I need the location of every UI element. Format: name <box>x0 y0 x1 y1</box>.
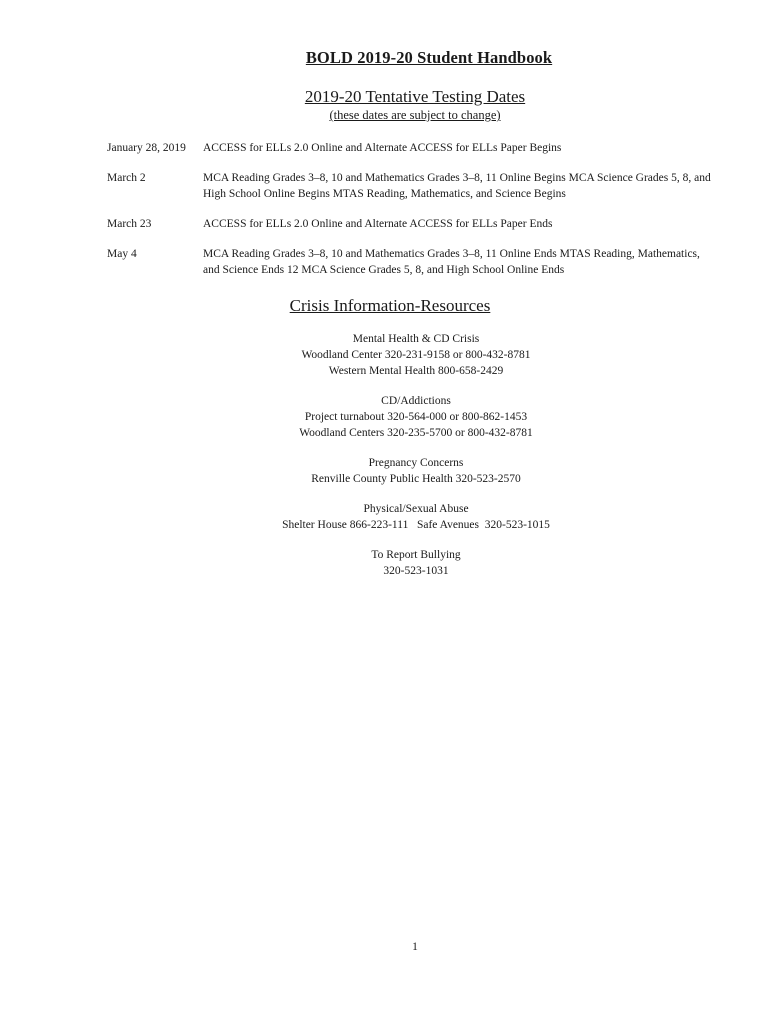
testing-dates-note: (these dates are subject to change) <box>329 108 501 122</box>
testing-description: ACCESS for ELLs 2.0 Online and Alternate ACCESS for ELLs Paper Ends <box>203 218 553 230</box>
testing-date: March 23 <box>107 218 152 230</box>
resource-title: To Report Bullying <box>371 549 461 561</box>
testing-dates-heading: 2019-20 Tentative Testing Dates <box>304 87 526 106</box>
resource-line: 320-523-1031 <box>383 565 449 577</box>
page-number: 1 <box>412 941 418 953</box>
resource-group-mental-health <box>0 331 770 379</box>
resource-line: Project turnabout 320-564-000 or 800-862-1453 <box>304 411 528 423</box>
testing-date-row <box>107 170 717 202</box>
resource-line: Renville County Public Health 320-523-2570 <box>311 473 521 485</box>
crisis-resources-list <box>0 331 770 593</box>
resource-group-bullying <box>0 547 770 579</box>
resource-group-pregnancy <box>0 455 770 487</box>
testing-dates-list <box>107 140 717 292</box>
resource-title: CD/Addictions <box>381 395 451 407</box>
resource-line: Woodland Centers 320-235-5700 or 800-432-8781 <box>299 427 533 439</box>
testing-date: March 2 <box>107 172 146 184</box>
resource-line: Western Mental Health 800-658-2429 <box>328 365 504 377</box>
testing-description: ACCESS for ELLs 2.0 Online and Alternate ACCESS for ELLs Paper Begins <box>203 142 562 154</box>
testing-date-row <box>107 216 717 232</box>
handbook-title: BOLD 2019-20 Student Handbook <box>305 48 553 67</box>
resource-line: Woodland Center 320-231-9158 or 800-432-8781 <box>301 349 531 361</box>
testing-date-row <box>107 140 717 156</box>
resource-title: Physical/Sexual Abuse <box>363 503 469 515</box>
resource-group-abuse <box>0 501 770 533</box>
testing-description: MCA Reading Grades 3–8, 10 and Mathematics Grades 3–8, 11 Online Ends MTAS Reading, Mathematics, and Science Ends 12 MCA Science Grades 5, 8, and High School Online Ends <box>203 248 700 276</box>
testing-date: May 4 <box>107 248 137 260</box>
crisis-resources-heading: Crisis Information-Resources <box>289 296 491 315</box>
testing-date-row <box>107 246 717 278</box>
testing-description: MCA Reading Grades 3–8, 10 and Mathematics Grades 3–8, 11 Online Begins MCA Science Grades 5, 8, and High School Online Begins MTAS Reading, Mathematics, and Science Begins <box>203 172 711 200</box>
resource-group-addictions <box>0 393 770 441</box>
resource-line: Shelter House 866-223-111 Safe Avenues 320-523-1015 <box>282 519 550 531</box>
resource-title: Pregnancy Concerns <box>368 457 464 469</box>
resource-title: Mental Health & CD Crisis <box>352 333 480 345</box>
testing-date: January 28, 2019 <box>107 142 186 154</box>
